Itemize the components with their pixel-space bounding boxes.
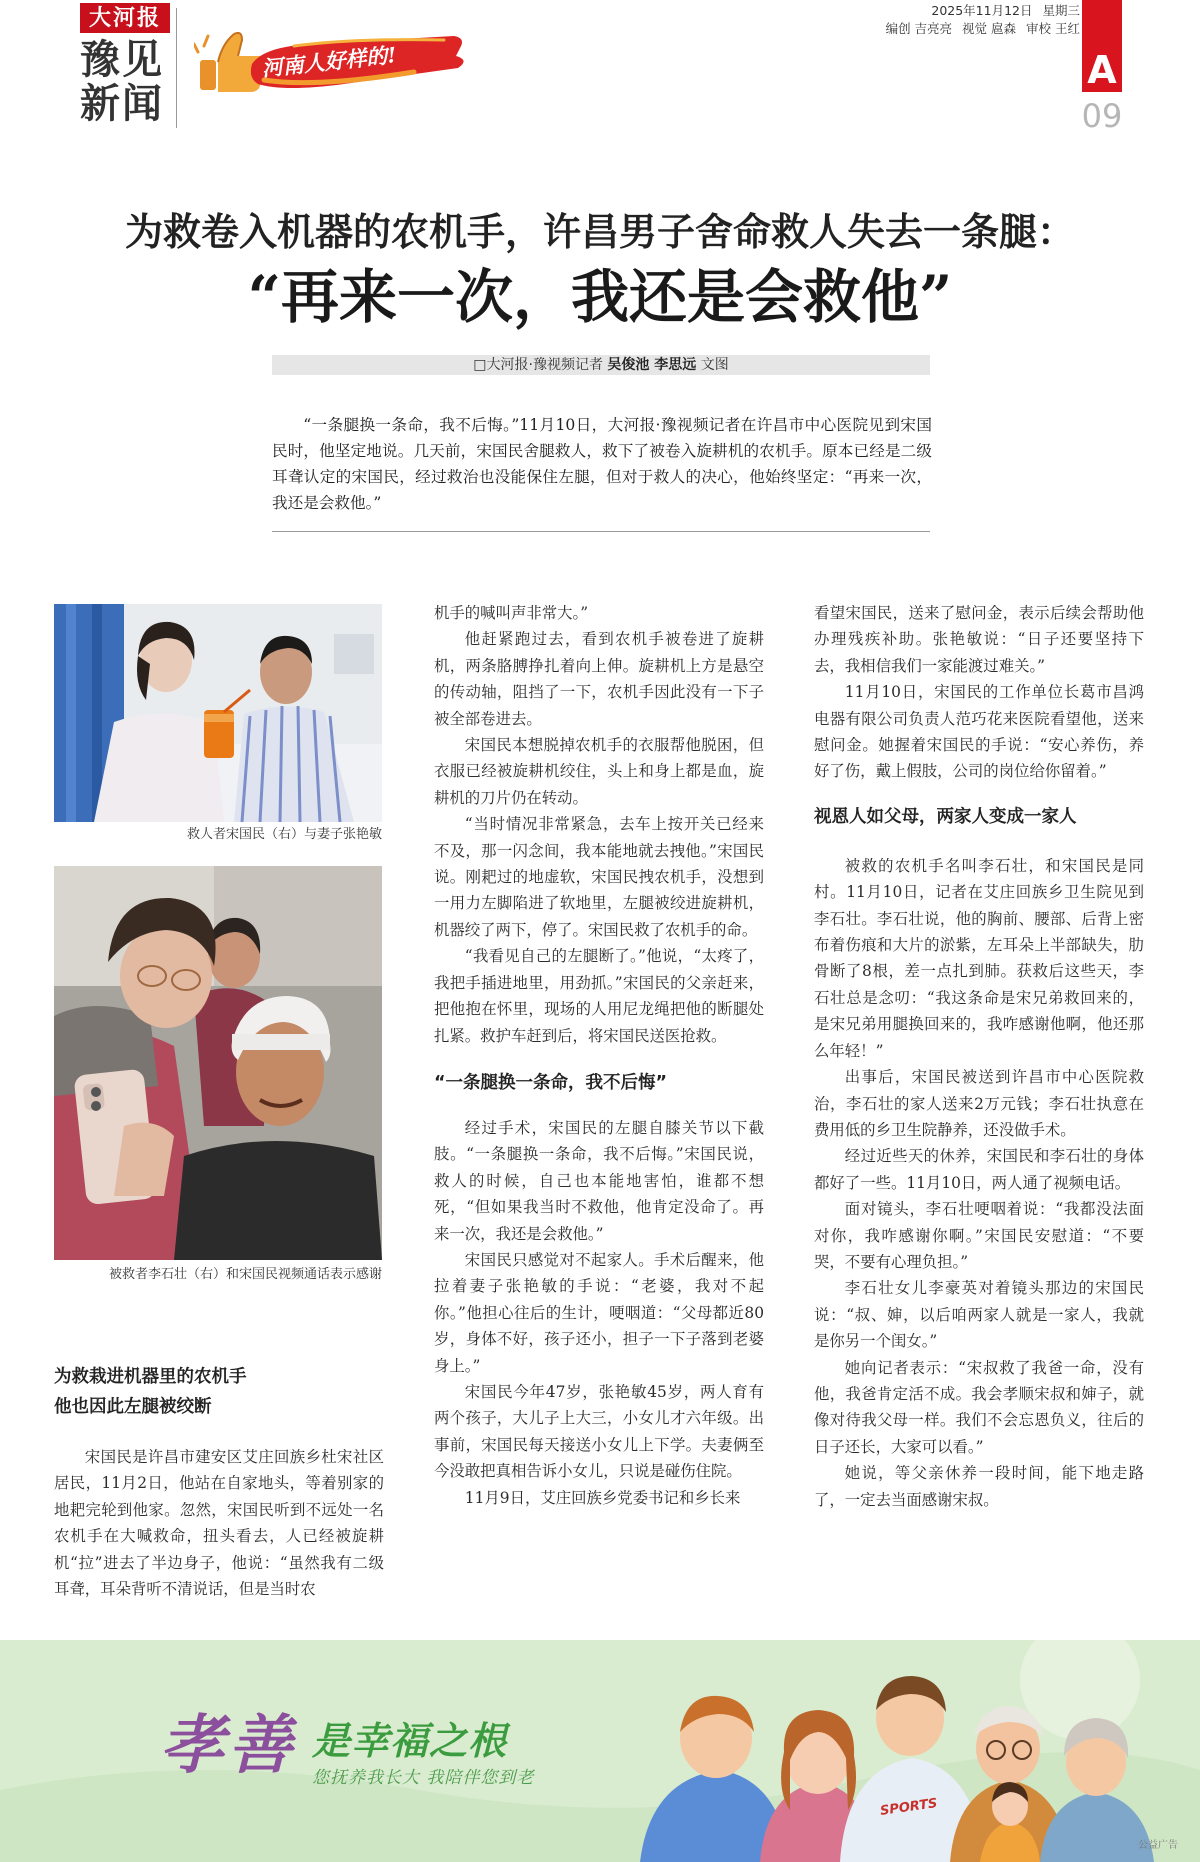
byline-authors: 吴俊池 李思远 [607,357,697,373]
page-section-letter: A [1087,48,1117,92]
paragraph: 经过近些天的休养，宋国民和李石壮的身体都好了一些。11月10日，两人通了视频电话。 [814,1147,1144,1192]
paragraph: 李石壮女儿李豪英对着镜头那边的宋国民说：“叔、婶，以后咱两家人就是一家人，我就是你另一个闺女。” [814,1279,1144,1351]
subhead-col3: 视恩人如父母，两家人变成一家人 [814,806,1077,827]
paragraph: “我看见自己的左腿断了。”他说，“太疼了，我把手插进地里，用劲抓。”宋国民的父亲赶来，把他抱在怀里，现场的人用尼龙绳把他的断腿处扎紧。救护车赶到后，将宋国民送医抢救。 [434,947,764,1045]
issue-date: 2025年11月12日 [931,3,1033,18]
issue-meta [880,2,1080,38]
section-title: 豫见新闻 [80,37,164,127]
masthead-divider [176,8,177,128]
lead-divider [272,531,930,532]
article-column-2 [434,600,764,1511]
paragraph: “当时情况非常紧急，去车上按开关已经来不及，那一闪念间，我本能地就去拽他。”宋国民说。刚耙过的地虚软，宋国民拽农机手，没想到一用力左脚陷进了软地里，左腿被绞进旋耕机，机器绞了两下，停了。宋国民救了农机手的命。 [434,815,764,939]
headline: “再来一次，我还是会救他” [247,263,953,331]
paragraph: 宋国民本想脱掉农机手的衣服帮他脱困，但衣服已经被旋耕机绞住，头上和身上都是血，旋耕机的刀片仍在转动。 [434,736,764,807]
paragraph: 看望宋国民，送来了慰问金，表示后续会帮助他办理残疾补助。张艳敏说：“日子还要坚持下去，我相信我们一家能渡过难关。” [814,604,1144,675]
byline-suffix: 文图 [700,357,729,373]
ad-headline-xiaoshan: 孝善 [160,1708,296,1783]
subhead-col1-line2: 他也因此左腿被绞断 [54,1397,212,1417]
paragraph: 宋国民是许昌市建安区艾庄回族乡杜宋社区居民，11月2日，他站在自家地头，等着别家的地耙完轮到他家。忽然，宋国民听到不远处一名农机手在大喊救命，扭头看去，人已经被旋耕机“拉”进去了半边身子，他说：“虽然我有二级耳聋，耳朵背听不清说话，但是当时农 [54,1448,384,1599]
paragraph: 面对镜头，李石壮哽咽着说：“我都没法面对你，我咋感谢你啊。”宋国民安慰道：“不要哭，不要有心理负担。” [814,1200,1144,1271]
paragraph: 11月9日，艾庄回族乡党委书记和乡长来 [464,1488,741,1507]
paragraph: 出事后，宋国民被送到许昌市中心医院救治，李石壮的家人送来2万元钱；李石壮执意在费用低的乡卫生院静养，还没做手术。 [814,1068,1144,1139]
credit-editor: 编创 吉亮亮 [885,21,953,36]
lead-paragraph: “一条腿换一条命，我不后悔。”11月10日，大河报·豫视频记者在许昌市中心医院见到宋国民时，他坚定地说。几天前，宋国民舍腿救人，救下了被卷入旋耕机的农机手。原本已经是二级耳聋认定的宋国民，经过救治也没能保住左腿，但对于救人的决心，他始终坚定：“再来一次，我还是会救他。” [272,416,932,512]
ad-shirt-text: SPORTS [879,1796,939,1819]
paragraph: 机手的喊叫声非常大。” [434,604,589,622]
photo-caption-2: 被救者李石壮（右）和宋国民视频通话表示感谢 [108,1267,382,1282]
credit-proof: 审校 王红 [1026,21,1080,36]
subhead-col1 [54,1362,384,1422]
paragraph: 被救的农机手名叫李石壮，和宋国民是同村。11月10日，记者在艾庄回族乡卫生院见到李石壮。李石壮说，他的胸前、腰部、后背上密布着伤痕和大片的淤紫，左耳朵上半部缺失，肋骨断了8根，差一点扎到肺。获救后这些天，李石壮总是念叨：“我这条命是宋兄弟救回来的，是宋兄弟用腿换回来的，我咋感谢他啊，他还那么年轻！” [814,856,1144,1060]
paragraph: 他赶紧跑过去，看到农机手被卷进了旋耕机，两条胳膊挣扎着向上伸。旋耕机上方是悬空的传动轴，阻挡了一下，农机手因此没有一下子被全部卷进去。 [434,630,764,728]
byline-prefix: □大河报·豫视频记者 [473,357,603,373]
article-column-3 [814,600,1144,1513]
ad-label: 公益广告 [1138,1840,1178,1851]
paragraph: 经过手术，宋国民的左腿自膝关节以下截肢。“一条腿换一条命，我不后悔。”宋国民说，救人的时候，自己也本能地害怕，谁都不想死，“但如果我当时不救他，他肯定没命了。再来一次，我还是会救他。” [434,1118,764,1243]
paragraph: 她说，等父亲休养一段时间，能下地走路了，一定去当面感谢宋叔。 [814,1464,1144,1509]
photo-rescuer-and-wife [54,604,382,822]
newspaper-logo: 大河报 [80,3,170,33]
issue-weekday: 星期三 [1042,3,1080,18]
page-number: 09 [1081,97,1123,135]
slogan-text: 河南人好样的! [260,41,398,81]
paragraph: 11月10日，宋国民的工作单位长葛市昌鸿电器有限公司负责人范巧花来医院看望他，送来慰问金。她握着宋国民的手说：“安心养伤，养好了伤，戴上假肢，公司的岗位给你留着。” [814,683,1144,781]
subhead-col2: “一条腿换一条命，我不后悔” [434,1072,668,1093]
paragraph: 宋国民只感觉对不起家人。手术后醒来，他拉着妻子张艳敏的手说：“老婆，我对不起你。”他担心往后的生计，哽咽道：“父母都近80岁，身体不好，孩子还小，担子一下子落到老婆身上。” [434,1250,764,1375]
ad-slogan: 是幸福之根 [312,1719,508,1763]
ad-subtitle: 您抚养我长大 我陪伴您到老 [312,1768,535,1788]
credit-visual: 视觉 扈森 [962,21,1017,36]
headline-kicker: 为救卷入机器的农机手，许昌男子舍命救人失去一条腿： [124,210,1075,254]
photo-video-call-thanks [54,866,382,1260]
subhead-col1-line1: 为救栽进机器里的农机手 [54,1367,247,1387]
paragraph: 宋国民今年47岁，张艳敏45岁，两人育有两个孩子，大儿子上大三，小女儿才六年级。出事前，宋国民每天接送小女儿上下学。夫妻俩至今没敢把真相告诉小女儿，只说是碰伤住院。 [434,1382,764,1481]
photo-caption-1: 救人者宋国民（右）与妻子张艳敏 [186,827,382,842]
paragraph: 她向记者表示：“宋叔救了我爸一命，没有他，我爸肯定活不成。我会孝顺宋叔和婶子，就像对待我父母一样。我们不会忘恩负义，往后的日子还长，大家可以看。” [814,1358,1144,1456]
article-column-1 [54,1444,384,1602]
byline [272,355,930,375]
